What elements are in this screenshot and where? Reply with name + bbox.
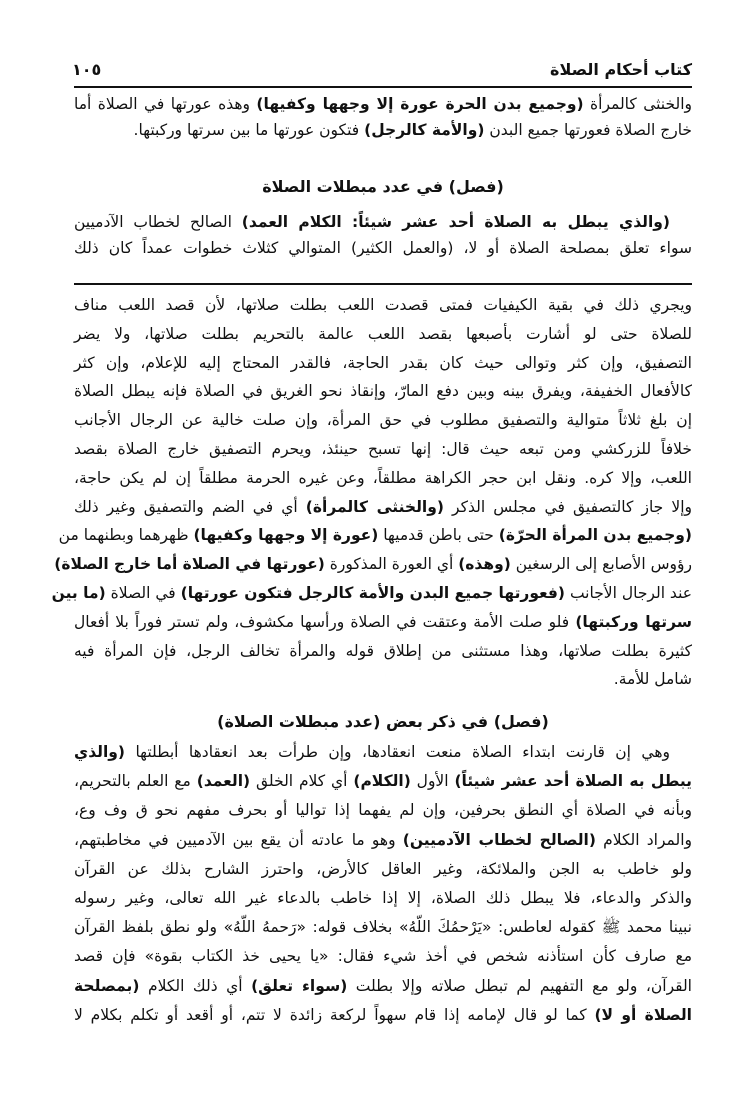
text-segment: ظهرهما وبطنهما من <box>58 526 194 545</box>
bold-text-segment: (ما بين <box>51 583 106 602</box>
bold-text-segment: (والأمة كالرجل) <box>364 121 485 139</box>
text-line <box>74 826 692 855</box>
bold-text-segment: يبطل به الصلاة أحد عشر شيئاً) <box>454 772 692 791</box>
text-line <box>74 291 692 320</box>
header-rule <box>74 86 692 88</box>
text-line <box>58 521 692 550</box>
text-line <box>74 320 692 349</box>
text-line <box>74 884 692 913</box>
text-segment: وهي إن قارنت ابتداء الصلاة منعت انعقادها، وإن طرأت بعد انعقادها أبطلتها <box>125 743 670 761</box>
text-segment: والمراد الكلام <box>595 830 693 849</box>
bold-text-segment: (الكلام) <box>353 772 411 791</box>
text-segment: القرآن، ولو مع التفهيم لم تبطل صلاته وإلا بطلت <box>347 976 692 995</box>
bold-text-segment: (والذي يبطل به الصلاة أحد عشر شيئاً: الكلام العمد) <box>241 213 671 231</box>
text-line <box>74 235 692 261</box>
text-line <box>74 209 692 235</box>
text-line <box>74 942 692 971</box>
text-line <box>74 608 692 637</box>
commentary-section <box>51 291 692 694</box>
text-segment: كما لو قال لإمامه إذا قام سهواً لركعة زائدة لا تتم، أو أقعد أو تكلم بكلام لا <box>74 1005 595 1024</box>
text-line <box>74 767 692 796</box>
text-segment: ويجري ذلك في بقية الكيفيات فمتى قصدت اللعب بطلت صلاتها، لأن قصد اللعب مناف <box>74 296 692 314</box>
text-segment: سواء تعلق بمصلحة الصلاة أو لا، (والعمل الكثير) المتوالي كثلاث خطوات عمداً كان ذلك <box>74 239 692 257</box>
text-segment: الصالح لخطاب الآدميين <box>74 213 242 231</box>
text-segment: كالأفعال الخفيفة، ويفرق بينه وبين دفع المارّ، وإنقاذ نحو الغريق في الصلاة فإنه يبطل الصلاة <box>74 382 692 401</box>
text-segment: رؤوس الأصابع إلى الرسغين <box>510 555 692 574</box>
text-line <box>74 464 692 493</box>
page-header <box>72 58 692 86</box>
text-segment: الأول <box>410 772 455 791</box>
text-line <box>74 855 692 884</box>
text-segment: وبأنه في الصلاة أي النطق بحرفين، وإن لم يفهما إذا تواليا أو بحرف مفهم نحو ق وف وع، <box>74 801 692 820</box>
commentary-section-2 <box>74 738 692 1030</box>
text-line <box>74 738 692 767</box>
text-segment: نبينا محمد ﷺ كقوله لعاطس: «يَرْحمُكَ اللّهُ» بخلاف قوله: «رَحمهُ اللّهُ» ولو نطق بلفظ القرآن <box>74 918 692 937</box>
text-line <box>74 913 692 942</box>
text-segment: وهذه عورتها في الصلاة أما <box>74 95 257 113</box>
text-line <box>74 637 692 666</box>
text-segment: حتى باطن قدميها <box>378 526 499 545</box>
bold-text-segment: سرتها وركبتها) <box>575 612 692 631</box>
bold-text-segment: (العمد) <box>196 772 251 791</box>
text-line <box>74 972 692 1001</box>
text-segment: اللعب، وإلا كره. ونقل ابن حجر الكراهة مطلقاً، وعن غيره الحرمة مطلقاً إن لم يكن حاجة، <box>74 468 692 487</box>
text-segment: مع العلم بالتحريم، <box>74 772 197 791</box>
text-segment: أي كلام الخلق <box>250 772 354 791</box>
bold-text-segment: (وجميع بدن المرأة الحرّة) <box>498 526 692 545</box>
bold-text-segment: (فعورتها جميع البدن والأمة كالرجل فتكون عورتها) <box>180 583 566 602</box>
text-line <box>74 493 692 522</box>
text-segment: عند الرجال الأجانب <box>565 583 692 602</box>
text-line <box>54 550 692 579</box>
text-segment: خارج الصلاة فعورتها جميع البدن <box>484 121 692 139</box>
bold-text-segment: (والخنثى كالمرأة) <box>305 497 444 516</box>
footnote-separator <box>74 283 692 285</box>
section-heading-2: (فصل) في ذكر بعض (عدد مبطلات الصلاة) <box>217 712 549 731</box>
text-line <box>74 406 692 435</box>
text-segment: كثيرة بطلت صلاتها، وهذا مستثنى من إطلاق قوله والمرأة تخالف الرجل، فإن المرأة فيه <box>74 641 692 660</box>
text-segment: والخنثى كالمرأة <box>583 95 692 113</box>
text-line <box>51 579 692 608</box>
book-chapter-title: كتاب أحكام الصلاة <box>550 60 692 79</box>
section-heading-1: (فصل) في عدد مبطلات الصلاة <box>262 177 504 196</box>
bold-text-segment: (وهذه) <box>458 555 511 574</box>
bold-text-segment: الصلاة أو لا) <box>594 1005 692 1024</box>
bold-text-segment: (سواء تعلق) <box>251 976 348 995</box>
bold-text-segment: (عورتها في الصلاة أما خارج الصلاة) <box>54 555 325 574</box>
text-segment: للصلاة حتى لو أشارت بأصبعها بقصد اللعب عالمة بالتحريم بطلت صلاتها، ولا يضر <box>74 324 692 343</box>
bold-text-segment: (والذي <box>74 743 126 761</box>
text-line <box>74 796 692 825</box>
text-line <box>74 117 692 143</box>
text-segment: فتكون عورتها ما بين سرتها وركبتها. <box>133 121 365 139</box>
text-segment: شامل للأمة. <box>613 670 692 689</box>
text-segment: أي العورة المذكورة <box>324 555 459 574</box>
text-segment: ولو خاطب به الجن والملائكة، وغير العاقل كالأرض، واحترز الشارح بذلك عن القرآن <box>74 859 692 878</box>
text-line <box>74 91 692 117</box>
text-segment: أي في الضم والتصفيق وغير ذلك <box>74 497 306 516</box>
text-segment: وهو ما عادته أن يقع بين الآدميين في مخاطبتهم، <box>74 830 403 849</box>
text-segment: والذكر والدعاء، فلا يبطل ذلك الصلاة، إلا إذا خاطب بالدعاء غير الله تعالى، وغير رسوله <box>74 889 692 908</box>
text-segment: وإلا جاز كالتصفيق في مجلس الذكر <box>443 497 692 516</box>
bold-text-segment: (الصالح لخطاب الآدميين) <box>402 830 596 849</box>
bold-text-segment: (بمصلحة <box>74 976 140 995</box>
matn-top <box>74 91 692 143</box>
text-segment: أي ذلك الكلام <box>139 976 252 995</box>
text-line <box>74 435 692 464</box>
matn-paragraph <box>74 209 692 261</box>
text-line <box>74 665 692 694</box>
page-number: ١٠٥ <box>72 60 102 79</box>
text-segment: إن بلغ ثلاثاً متوالية والتصفيق مطلوب في حق المرأة، وإن صلت خالية عن الرجال الأجانب <box>74 411 692 430</box>
bold-text-segment: (عورة إلا وجهها وكفيها) <box>193 526 379 545</box>
text-segment: فلو صلت الأمة وعتقت في الصلاة ورأسها مكشوف، ولم تستر فوراً بلا أفعال <box>74 612 576 631</box>
text-line <box>74 377 692 406</box>
text-segment: التصفيق، وإن كثر وتوالى حيث كان بقدر الحاجة، فالقدر المحتاج إليه للإعلام، وإن كثر <box>74 353 692 372</box>
text-segment: في الصلاة <box>105 583 181 602</box>
text-segment: خلافاً للزركشي ومن تبعه حيث قال: إنها تسبح حينئذ، ويحرم التصفيق خارج الصلاة بقصد <box>74 439 692 458</box>
text-segment: مع صارف كأن استأذنه شخص في أخذ شيء فقال: «يا يحيى خذ الكتاب بقوة» فإن قصد <box>74 947 692 966</box>
text-line <box>74 349 692 378</box>
bold-text-segment: (وجميع بدن الحرة عورة إلا وجهها وكفيها) <box>256 95 584 113</box>
text-line <box>74 1001 692 1030</box>
